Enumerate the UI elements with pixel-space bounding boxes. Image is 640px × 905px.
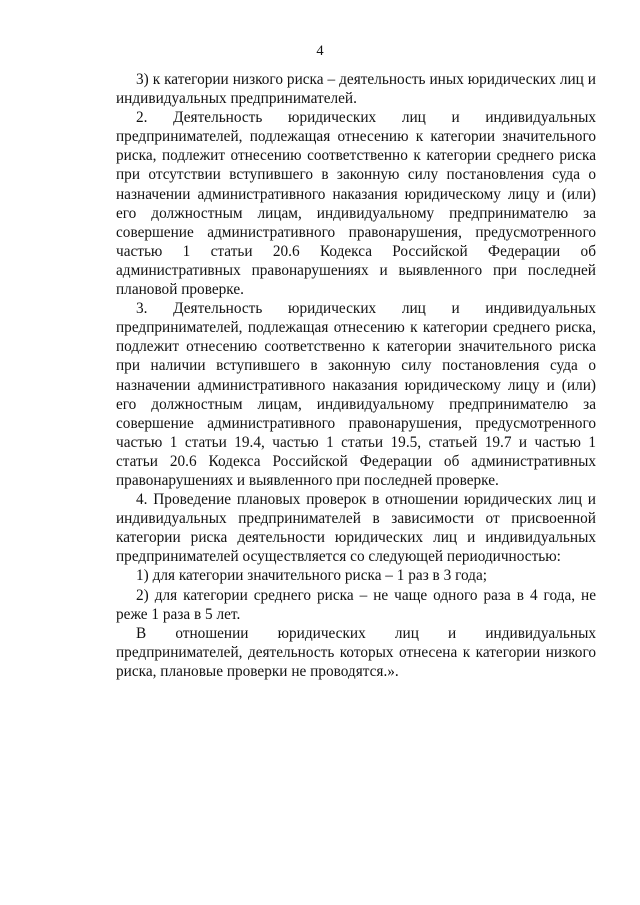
paragraph-frequency-medium: 2) для категории среднего риска – не чаще одного раза в 4 года, не реже 1 раза в 5 лет. [116, 586, 596, 623]
paragraph-low-risk-no-inspections: В отношении юридических лиц и индивидуальных предпринимателей, деятельность которых отнесена к категории низкого риска, плановые проверки не проводятся.». [116, 624, 596, 680]
paragraph-3-medium-to-significant: 3. Деятельность юридических лиц и индивидуальных предпринимателей, подлежащая отнесению к категории среднего риска, подлежит отнесению соответственно к категории значительного риска при наличии вступившего в законную силу постановления суда о назначении административного наказания юридическому лицу и (или) его должностным лицам, индивидуальному предпринимателю за совершение административного правонарушения, предусмотренного частью 1 статьи 19.4, частью 1 статьи 19.5, статьей 19.7 и частью 1 статьи 20.6 Кодекса Российской Федерации об административных правонарушениях и выявленного при последней проверке. [116, 300, 596, 489]
paragraph-frequency-significant: 1) для категории значительного риска – 1 раз в 3 года; [136, 567, 487, 585]
body-text [116, 70, 596, 681]
paragraph-item-3-low-risk: 3) к категории низкого риска – деятельность иных юридических лиц и индивидуальных предпринимателей. [116, 71, 596, 108]
paragraph-4-inspection-frequency: 4. Проведение плановых проверок в отношении юридических лиц и индивидуальных предпринимателей в зависимости от присвоенной категории риска деятельности юридических лиц и индивидуальных предпринимателей осуществляется со следующей периодичностью: [116, 491, 596, 566]
page-number: 4 [316, 43, 324, 59]
paragraph-2-significant-to-medium: 2. Деятельность юридических лиц и индивидуальных предпринимателей, подлежащая отнесению к категории значительного риска, подлежит отнесению соответственно к категории среднего риска при отсутствии вступившего в законную силу постановления суда о назначении административного наказания юридическому лицу и (или) его должностным лицам, индивидуальному предпринимателю за совершение административного правонарушения, предусмотренного частью 1 статьи 20.6 Кодекса Российской Федерации об административных правонарушениях и выявленного при последней плановой проверке. [116, 109, 596, 299]
